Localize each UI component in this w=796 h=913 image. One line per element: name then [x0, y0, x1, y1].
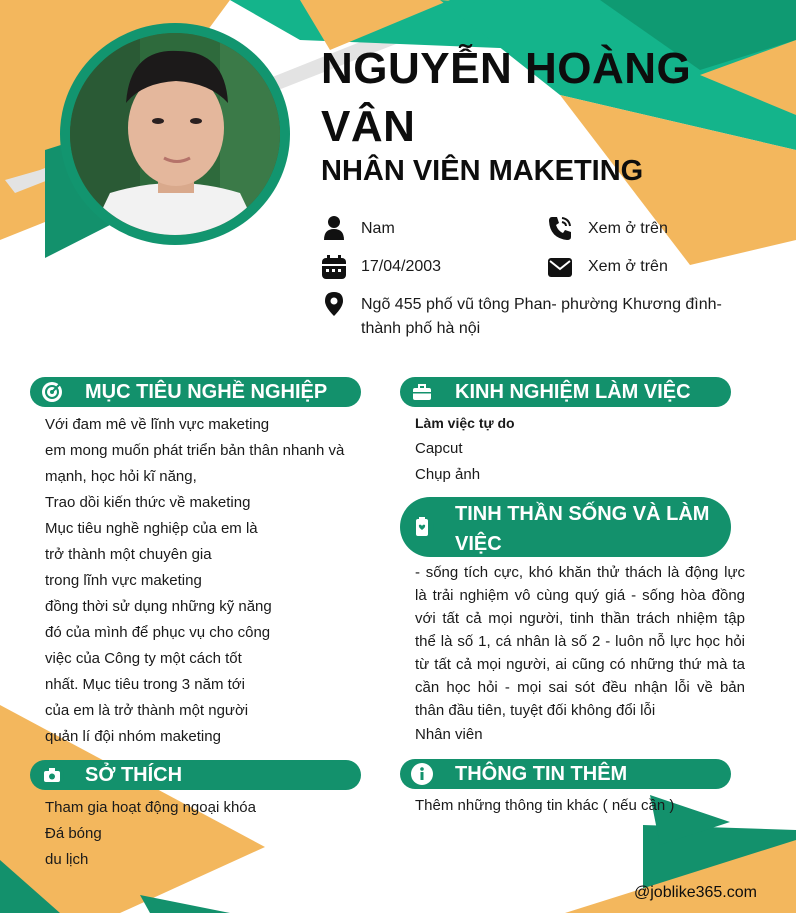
- candidate-name: NGUYỄN HOÀNG VÂN: [321, 44, 692, 151]
- avatar: [70, 33, 280, 235]
- hobbies-title: SỞ THÍCH: [85, 764, 183, 786]
- calendar-icon: [321, 254, 347, 280]
- camera-icon: [40, 763, 64, 787]
- objective-line: Trao dồi kiến thức về maketing: [45, 494, 251, 511]
- objective-line: trở thành một chuyên gia: [45, 546, 212, 563]
- objective-line: nhất. Mục tiêu trong 3 năm tới: [45, 676, 245, 693]
- objective-line: đó của mình để phục vụ cho công: [45, 624, 271, 641]
- experience-role: Làm việc tự do: [415, 415, 515, 431]
- person-icon: [321, 215, 347, 241]
- map-pin-icon: [321, 291, 347, 317]
- spirit-text: - sống tích cực, khó khăn thử thách là động lực là trải nghiệm vô cùng quý giá - sống hòa đồng với tất cả mọi người, tinh thần trách nhiệm tập thể là số 1, cá nhân là số 2 - luôn nỗ lực học hỏi từ tất cả mọi người, ai cũng có những thứ mà ta cần học hỏi - mọi sai sót đều nhận lỗi về bản thân đầu tiên, tuyệt đối không đổi lỗi: [415, 564, 745, 719]
- spirit-role: Nhân viên: [415, 726, 483, 743]
- badge-icon: [410, 515, 434, 539]
- gender-value: Nam: [361, 220, 395, 237]
- info-icon: [410, 762, 434, 786]
- envelope-icon: [547, 254, 573, 280]
- hobby-item: du lịch: [45, 851, 89, 868]
- avatar-image: [70, 33, 280, 235]
- objective-title: MỤC TIÊU NGHỀ NGHIỆP: [85, 381, 328, 403]
- hobby-item: Đá bóng: [45, 825, 102, 842]
- objective-line: trong lĩnh vực maketing: [45, 572, 202, 589]
- objective-header: [30, 377, 361, 407]
- email-value: Xem ở trên: [588, 258, 668, 275]
- objective-line: Với đam mê về lĩnh vực maketing: [45, 416, 270, 433]
- objective-line: Mục tiêu nghề nghiệp của em là: [45, 520, 258, 537]
- spirit-title: TINH THẦN SỐNG VÀ LÀM VIỆC: [455, 503, 710, 555]
- job-title: NHÂN VIÊN MAKETING: [321, 155, 644, 187]
- extra-header: [400, 759, 731, 789]
- objective-line: đồng thời sử dụng những kỹ năng: [45, 598, 272, 615]
- target-icon: [40, 380, 64, 404]
- spirit-header: [400, 497, 731, 557]
- extra-title: THÔNG TIN THÊM: [455, 763, 628, 785]
- spirit-role-block: [415, 722, 483, 748]
- hobbies-list: [45, 795, 256, 873]
- extra-text: Thêm những thông tin khác ( nếu cần ): [415, 797, 675, 814]
- experience-item: Chụp ảnh: [415, 466, 481, 483]
- experience-header: [400, 377, 731, 407]
- objective-line: việc của Công ty một cách tốt: [45, 650, 242, 667]
- objective-line: quản lí đội nhóm maketing: [45, 728, 221, 745]
- objective-line: của em là trở thành một người: [45, 702, 249, 719]
- hobby-item: Tham gia hoạt động ngoại khóa: [45, 799, 256, 816]
- experience-list: [415, 410, 515, 488]
- briefcase-icon: [410, 380, 434, 404]
- objective-line: mạnh, học hỏi kĩ năng,: [45, 468, 197, 485]
- address-value: Ngõ 455 phố vũ tông Phan- phường Khương đình- thành phố hà nội: [361, 296, 722, 337]
- extra-block: [415, 793, 674, 819]
- objective-text: [45, 412, 344, 750]
- experience-title: KINH NGHIỆM LÀM VIỆC: [455, 381, 691, 403]
- objective-line: em mong muốn phát triển bản thân nhanh và: [45, 442, 345, 459]
- experience-item: Capcut: [415, 440, 463, 457]
- phone-value: Xem ở trên: [588, 220, 668, 237]
- birthday-value: 17/04/2003: [361, 258, 442, 275]
- hobbies-header: [30, 760, 361, 790]
- watermark: @joblike365.com: [634, 884, 757, 901]
- phone-icon: [547, 215, 573, 241]
